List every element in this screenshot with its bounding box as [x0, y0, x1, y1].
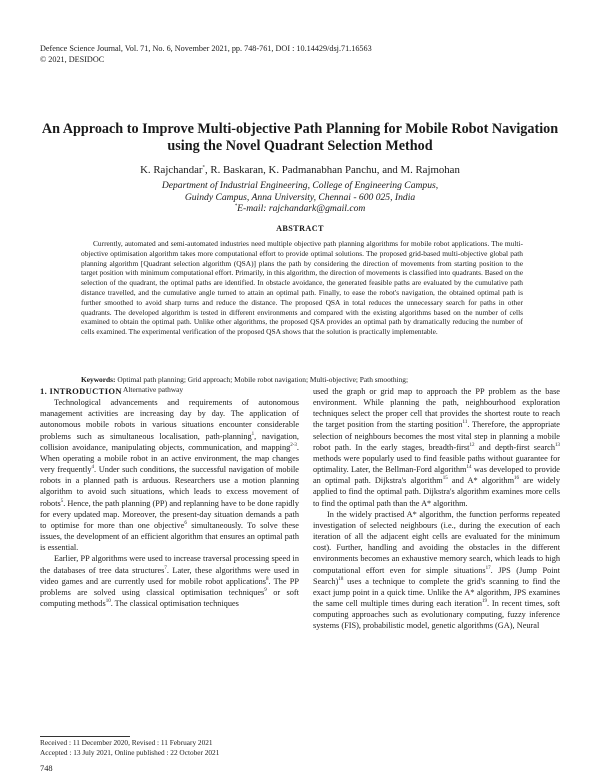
title-line-2: using the Novel Quadrant Selection Method: [167, 138, 433, 154]
right-column: [313, 386, 560, 631]
journal-citation: Defence Science Journal, Vol. 71, No. 6, November 2021, pp. 748-761, DOI : 10.14429/dsj.71.16563: [40, 44, 372, 53]
intro-paragraph-1: Technological advancements and requirements of autonomous management activities are increasing day by day. The application of autonomous mobile robots in various situations encounter considerable problems such as simultaneous localisation, path-planning$^1$, navigation, collision avoidance, manipulating objects, communication, and mapping$^{2-3}$. When operating a mobile robot in an active environment, the map changes very frequently$^4$. Under such conditions, the successful navigation of mobile robots in a planned path is arduous. Researchers use a motion planning algorithm to avoid such situations, which leads to excess movement of robots$^5$. Hence, the path planning (PP) and replanning have to be done rapidly for every updated map. Moreover, the present-day situation demands a path to optimise for more than one objective$^6$ simultaneously. To solve these issues, the development of an efficient algorithm that ensures an optimal path is essential.: [40, 398, 300, 553]
paper-title: [30, 121, 570, 155]
submission-dates: [40, 738, 219, 757]
journal-header: [40, 43, 372, 65]
author-1: K. Rajchandar: [140, 164, 203, 176]
footnote-rule: [40, 736, 130, 737]
intro-paragraph-2: Earlier, PP algorithms were used to increase traversal processing speed in the databases of tree data structures$^7$. Later, these algorithms were used in video games and are currently used for mobile robot applications$^8$. The PP problems are solved using classical optimisation techniques$^9$ or soft computing methods$^{10}$. The classical optimisation techniques: [40, 554, 300, 608]
left-column: [40, 386, 299, 609]
received-date: Received : 11 December 2020, Revised : 11 February 2021: [40, 738, 213, 747]
section-heading-introduction: 1. INTRODUCTION: [40, 386, 122, 396]
abstract-heading: ABSTRACT: [276, 224, 324, 233]
affiliation: [30, 180, 570, 215]
keywords-label: Keywords:: [81, 375, 116, 384]
keywords-list: Optimal path planning; Grid approach; Mobile robot navigation; Multi-objective; Path smoothing;: [117, 375, 409, 384]
author-list: [30, 164, 570, 177]
email-mark: *: [234, 203, 238, 209]
email-text: E-mail: rajchandark@gmail.com: [237, 203, 366, 214]
page-number: 748: [40, 764, 53, 773]
keywords-list-cont: Alternative pathway: [123, 384, 184, 394]
copyright: © 2021, DESIDOC: [40, 55, 105, 64]
title-line-1: An Approach to Improve Multi-objective Path Planning for Mobile Robot Navigation: [41, 121, 559, 137]
affiliation-dept: Department of Industrial Engineering, College of Engineering Campus,: [161, 180, 439, 191]
other-authors: , R. Baskaran, K. Padmanabhan Panchu, and M. Rajmohan: [204, 164, 460, 176]
right-paragraph-2: In the widely practised A* algorithm, the function performs repeated investigation of selected neighbours (i.e., during the execution of each iteration of all the adjacent eight cells are evaluated for the minimum cost). Further, handling and avoiding the obstacles in the different environments becomes an exhaustive memory search, which leads to high computational effort even for simple situations$^{17}$. JPS (Jump Point Search)$^{18}$ uses a technique to complete the grid's scanning to find the exact jump point in a quick time. Unlike the A* algorithm, JPS examines the same cell multiple times during each iteration$^{19}$. In recent times, soft computing approaches such as evolutionary computing, fuzzy inference systems (FIS), probabilistic model, genetic algorithms (GA), Neural: [313, 509, 561, 631]
right-paragraph-1: used the graph or grid map to approach the PP problem as the base environment. While planning the path, neighbourhood exploration techniques select the proper cell that provides the shortest route to reach the target position from the starting position$^{11}$. Therefore, the appropriate selection of neighbours becomes the most vital step in planning a mobile robot path. In the early stages, breadth-first$^{12}$ and depth-first search$^{13}$ methods were popularly used to find feasible paths without guarantee for optimality. Later, the Bellman-Ford algorithm$^{14}$ was developed to provide an optimal path. Dijkstra's algorithm$^{15}$ and A* algorithm$^{16}$ are widely applied to find the optimal path. Dijkstra's algorithm examines more cells to find the optimal path than the A* algorithm.: [313, 387, 560, 508]
affiliation-address: Guindy Campus, Anna University, Chennai - 600 025, India: [184, 191, 416, 203]
corresponding-mark: *: [202, 165, 205, 171]
accepted-date: Accepted : 13 July 2021, Online published : 22 October 2021: [40, 747, 220, 757]
affiliation-email: [30, 203, 570, 215]
abstract-text: Currently, automated and semi-automated industries need multiple objective path planning algorithms for mobile robot applications. The multi-objective optimisation algorithm takes more computational effort to provide optimal solutions. The proposed grid-based multi-objective global path planning algorithm [Quadrant selection algorithm (QSA)] plans the path by considering the direction of movements from starting position to the target position with minimum computational effort. Primarily, in this algorithm, the direction of movements is classified into quadrants. Based on the selection of the quadrant, the optimal paths are identified. In obstacle avoidance, the generated feasible paths are evaluated by the cumulative path distance travelled, and the cumulative angle turned to attain an optimal path. Finally, to ease the robot's navigation, the obtained optimal path is further smoothed to avoid sharp turns and reduce the distance. The proposed QSA in total reduces the unnecessary search for paths in other quadrants. The developed algorithm is tested in different environments and compared with the existing algorithms based on the number of cells examined to obtain the optimal path. Unlike other algorithms, the proposed QSA provides an optimal path by dramatically reducing the number of cells examined. The experimental verification of the proposed QSA shows that the solution is practically implementable.: [81, 239, 523, 337]
